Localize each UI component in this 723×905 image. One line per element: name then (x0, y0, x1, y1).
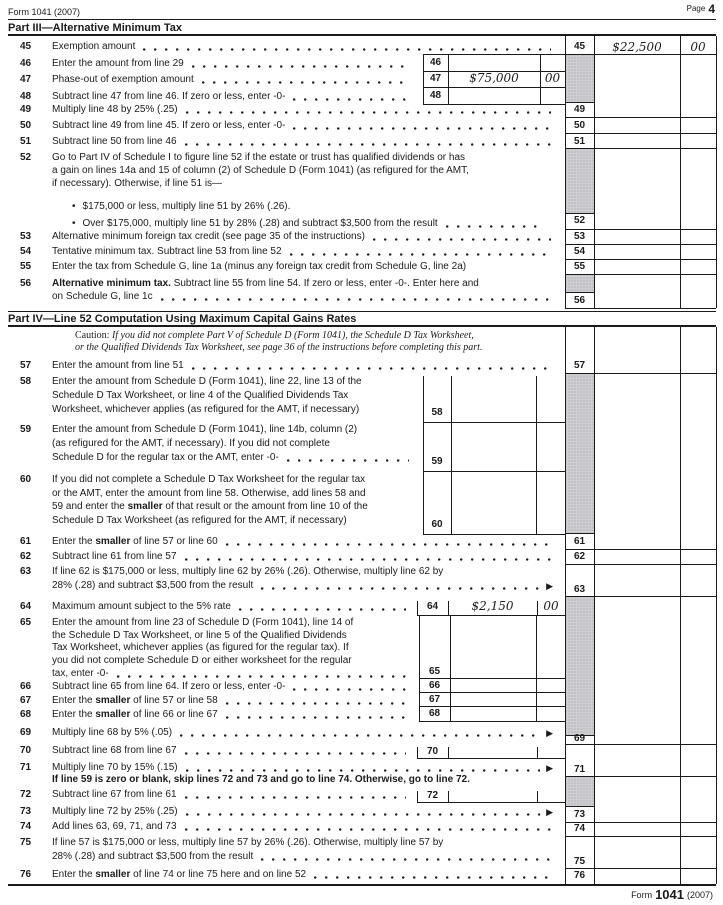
grid-line (716, 36, 717, 308)
part3-title: Part III—Alternative Minimum Tax (8, 22, 183, 34)
line-number: 63 (20, 566, 32, 577)
rule (8, 884, 716, 886)
form-line-52-text: if necessary). Otherwise, if line 51 is— (52, 178, 223, 189)
amount-field[interactable]: $75,000 (469, 71, 519, 85)
box-line-number: 47 (429, 73, 442, 84)
form-line-69: Multiply line 68 by 5% (.05) ▶ (52, 727, 553, 738)
shaded-cell (565, 148, 594, 213)
line-number: 55 (20, 261, 32, 272)
form-line-45: Exemption amount (52, 41, 557, 53)
grid-line (419, 692, 565, 693)
line-number: 61 (20, 536, 32, 547)
dotted-leader (185, 796, 406, 799)
column-line-number: 62 (573, 551, 586, 562)
grid-line (565, 564, 716, 565)
grid-line (565, 549, 716, 550)
grid-line (419, 721, 565, 722)
column-line-number: 76 (573, 870, 586, 881)
caution-note (75, 330, 474, 342)
bullet-icon: • (72, 218, 76, 229)
form-footer (631, 889, 713, 901)
shaded-cell (565, 776, 594, 806)
grid-line (565, 533, 594, 534)
line-number: 62 (20, 551, 32, 562)
dotted-leader (185, 558, 551, 561)
line-number: 65 (20, 617, 32, 628)
form-line-75-text: 28% (.28) and subtract $3,500 from the result (52, 851, 557, 863)
grid-line (565, 117, 716, 118)
dotted-leader (290, 253, 551, 256)
box-line-number: 46 (429, 57, 442, 68)
caution-text: If you did not complete Part V of Schedule D (Form 1041), the Schedule D Tax Worksheet, (111, 330, 474, 341)
cents-field[interactable]: 00 (690, 40, 706, 54)
rule (8, 19, 716, 20)
dotted-leader (185, 752, 406, 755)
dotted-leader (192, 65, 408, 68)
grid-line (417, 802, 565, 803)
box-line-number: 48 (429, 90, 442, 101)
form-line-60-text: If you did not complete a Schedule D Tax Worksheet for the regular tax (52, 474, 366, 485)
form-line-76: Enter the smaller of line 74 or line 75 here and on line 52 (52, 869, 557, 881)
box-line-number: 60 (431, 519, 443, 530)
form-line-56-text: Alternative minimum tax. Subtract line 55 from line 54. If zero or less, enter -0-. Enter here and (52, 278, 479, 289)
shaded-cell (565, 596, 594, 735)
grid-line (565, 229, 716, 230)
dotted-leader (314, 876, 551, 879)
line-number: 69 (20, 727, 32, 738)
line-number: 60 (20, 474, 32, 485)
column-line-number: 63 (573, 584, 586, 595)
dotted-leader (293, 688, 409, 691)
form-line-63-text: If line 62 is $175,000 or less, multiply line 62 by 26% (.26). Otherwise, multiply line 62 by (52, 566, 444, 577)
page-number: 4 (708, 2, 715, 16)
line-number: 53 (20, 231, 32, 242)
box-line-number: 72 (426, 790, 439, 801)
column-line-number: 50 (573, 120, 586, 131)
dotted-leader (202, 81, 408, 84)
line-number: 76 (20, 869, 32, 880)
line-number: 71 (20, 762, 32, 773)
form-line-49: Multiply line 48 by 25% (.25) (52, 104, 557, 116)
dotted-leader (143, 48, 551, 51)
line-number: 46 (20, 58, 32, 69)
form-line-60-text: or the AMT, enter the amount from line 58. Otherwise, add lines 58 and (52, 488, 366, 499)
form-line-53: Alternative minimum foreign tax credit (see page 35 of the instructions) (52, 231, 557, 243)
arrow-right-icon: ▶ (546, 580, 553, 591)
line-number: 68 (20, 709, 32, 720)
column-line-number: 45 (573, 41, 586, 52)
line-number: 66 (20, 681, 32, 692)
grid-line (565, 274, 716, 275)
grid-line (565, 806, 594, 807)
line-number: 54 (20, 246, 32, 257)
line-number: 58 (20, 376, 32, 387)
grid-line (451, 376, 452, 534)
column-line-number: 73 (573, 809, 586, 820)
form-line-60-text: Schedule D Tax Worksheet (as refigured for the AMT, if necessary) (52, 515, 347, 526)
form-line-74: Add lines 63, 69, 71, and 73 (52, 821, 557, 833)
dotted-leader (239, 608, 406, 611)
dotted-leader (185, 143, 551, 146)
footer-form-year: (2007) (686, 890, 713, 900)
grid-line (417, 758, 565, 759)
dotted-leader (293, 127, 551, 130)
form-line-51: Subtract line 50 from line 46 (52, 136, 557, 148)
line-number: 73 (20, 806, 32, 817)
form-line-65-text: you did not complete Schedule D or either worksheet for the regular (52, 655, 352, 666)
dotted-leader (373, 238, 551, 241)
box-line-number: 58 (431, 407, 443, 418)
grid-line (423, 87, 565, 88)
form-line-47: Phase-out of exemption amount (52, 74, 414, 86)
column-line-number: 69 (573, 733, 586, 744)
form-line-60-text: 59 and enter the smaller of that result or the amount from line 10 of the (52, 501, 368, 512)
grid-line (716, 327, 717, 884)
caution-label: Caution: (75, 330, 110, 341)
form-line-68: Enter the smaller of line 66 or line 67 (52, 709, 415, 721)
form-line-65-text: the Schedule D Tax Worksheet, or line 5 of the Qualified Dividends (52, 630, 347, 641)
grid-line (565, 776, 716, 777)
form-line-52-bullet-1: • $175,000 or less, multiply line 51 by 26% (.26). (72, 201, 291, 212)
shaded-cell (565, 373, 594, 533)
footer-form-word: Form (631, 890, 653, 900)
column-line-number: 55 (573, 261, 586, 272)
rule (8, 34, 716, 36)
form-line-50: Subtract line 49 from line 45. If zero or less, enter -0- (52, 120, 557, 132)
box-line-number: 67 (428, 694, 441, 705)
box-line-number: 59 (431, 456, 443, 467)
grid-line (419, 706, 565, 707)
grid-line (565, 596, 716, 597)
form-line-63-text: 28% (.28) and subtract $3,500 from the result ▶ (52, 580, 553, 591)
dotted-leader (226, 543, 551, 546)
form-line-73: Multiply line 72 by 25% (.25) ▶ (52, 806, 553, 817)
column-line-number: 75 (573, 856, 586, 867)
skip-instruction: If line 59 is zero or blank, skip lines 72 and 73 and go to line 74. Otherwise, go to line 72. (52, 774, 470, 785)
line-number: 64 (20, 601, 32, 612)
line-number: 57 (20, 360, 32, 371)
form-line-52-text: Go to Part IV of Schedule I to figure line 52 if the estate or trust has qualified dividends or has (52, 152, 466, 163)
grid-line (565, 148, 716, 149)
form-line-58-text: Enter the amount from Schedule D (Form 1041), line 22, line 13 of the (52, 376, 362, 387)
form-line-52-bullet-2: • Over $175,000, multiply line 51 by 28% (.28) and subtract $3,500 from the result (72, 218, 545, 230)
column-line-number: 54 (573, 246, 586, 257)
line-number: 72 (20, 789, 32, 800)
grid-line (565, 292, 594, 293)
dotted-leader (185, 828, 551, 831)
dotted-leader (446, 225, 539, 228)
page-number-header (687, 3, 715, 15)
form-line-65-text: Tax Worksheet, whichever applies (as figured for the regular tax). If (52, 642, 349, 653)
form-id-header: Form 1041 (2007) (8, 7, 81, 17)
grid-line (565, 373, 716, 374)
grid-line (423, 54, 716, 55)
dotted-leader (226, 716, 409, 719)
form-line-58-text: Worksheet, whichever applies (as refigured for the AMT, if necessary) (52, 404, 360, 415)
form-line-70: Subtract line 68 from line 67 (52, 745, 412, 757)
grid-line (423, 422, 565, 423)
grid-line (537, 747, 538, 758)
form-line-54: Tentative minimum tax. Subtract line 53 from line 52 (52, 246, 557, 258)
dotted-leader (186, 111, 551, 114)
line-number: 45 (20, 41, 32, 52)
arrow-right-icon: ▶ (546, 727, 553, 738)
grid-line (536, 376, 537, 534)
column-line-number: 49 (573, 104, 586, 115)
grid-line (423, 534, 565, 535)
arrow-right-icon: ▶ (546, 806, 553, 817)
form-line-48: Subtract line 47 from line 46. If zero or less, enter -0- (52, 91, 414, 103)
grid-line (448, 791, 449, 802)
column-line-number: 61 (573, 536, 586, 547)
amount-field[interactable]: $2,150 (471, 599, 514, 613)
line-number: 59 (20, 424, 32, 435)
column-line-number: 71 (573, 764, 586, 775)
form-line-55: Enter the tax from Schedule G, line 1a (minus any foreign tax credit from Schedule G, line 2a) (52, 261, 467, 272)
box-line-number: 64 (426, 601, 439, 612)
dotted-leader (261, 858, 551, 861)
line-number: 52 (20, 152, 32, 163)
form-line-71: Multiply line 70 by 15% (.15) ▶ (52, 762, 553, 773)
line-number: 47 (20, 74, 32, 85)
grid-line (594, 36, 595, 308)
line-number: 50 (20, 120, 32, 131)
cents-field[interactable]: 00 (544, 71, 561, 85)
form-line-75-text: If line 57 is $175,000 or less, multiply line 57 by 26% (.26). Otherwise, multiply line 57 by (52, 837, 444, 848)
column-line-number: 74 (573, 823, 586, 834)
rule (8, 311, 716, 312)
dotted-leader (186, 769, 540, 772)
form-line-58-text: Schedule D Tax Worksheet, or line 4 of the Qualified Dividends Tax (52, 390, 349, 401)
amount-field[interactable]: $22,500 (612, 40, 662, 54)
grid-line (565, 327, 566, 884)
form-line-59-text: Enter the amount from Schedule D (Form 1041), line 14b, column (2) (52, 424, 358, 435)
caution-note (75, 342, 482, 354)
arrow-right-icon: ▶ (546, 762, 553, 773)
line-number: 67 (20, 695, 32, 706)
dotted-leader (226, 702, 409, 705)
bullet-icon: • (72, 201, 76, 212)
line-number: 48 (20, 91, 32, 102)
column-line-number: 56 (573, 295, 586, 306)
form-line-59-text: Schedule D for the regular tax or the AMT, enter -0- (52, 452, 415, 464)
dotted-leader (161, 298, 551, 301)
form-line-59-text: (as refigured for the AMT, if necessary). If you did not complete (52, 438, 330, 449)
dotted-leader (180, 734, 540, 737)
dotted-leader (261, 587, 540, 590)
grid-line (680, 327, 681, 884)
rule (8, 325, 716, 327)
dotted-leader (192, 367, 551, 370)
grid-line (565, 259, 716, 260)
column-line-number: 53 (573, 231, 586, 242)
grid-line (565, 102, 594, 103)
caution-text: or the Qualified Dividends Tax Worksheet, see page 36 of the instructions before completing this part. (75, 341, 483, 353)
line-number: 75 (20, 837, 32, 848)
box-line-number: 66 (428, 680, 441, 691)
column-line-number: 51 (573, 136, 586, 147)
form-line-67: Enter the smaller of line 57 or line 58 (52, 695, 415, 707)
grid-line (419, 678, 565, 679)
shaded-cell (565, 54, 594, 102)
form-line-57: Enter the amount from line 51 (52, 360, 557, 372)
grid-line (423, 376, 424, 534)
grid-line (594, 327, 595, 884)
grid-line (565, 133, 716, 134)
box-line-number: 65 (428, 666, 441, 677)
line-number: 70 (20, 745, 32, 756)
line-number: 56 (20, 278, 32, 289)
grid-line (565, 836, 716, 837)
part4-title: Part IV—Line 52 Computation Using Maximum Capital Gains Rates (8, 313, 357, 325)
cents-field[interactable]: 00 (543, 599, 559, 613)
dotted-leader (186, 813, 540, 816)
column-line-number: 52 (573, 215, 586, 226)
grid-line (565, 244, 716, 245)
shaded-cell (565, 274, 594, 292)
box-line-number: 70 (426, 746, 439, 757)
grid-line (680, 36, 681, 308)
grid-line (423, 471, 565, 472)
dotted-leader (293, 98, 408, 101)
footer-form-number: 1041 (655, 887, 684, 902)
form-line-72: Subtract line 67 from line 61 (52, 789, 412, 801)
form-line-52-text: a gain on lines 14a and 15 of column (2) of Schedule D (Form 1041) (as refigured for the AMT, (52, 165, 469, 176)
dotted-leader (117, 675, 409, 678)
grid-line (448, 747, 449, 758)
form-line-56-text: on Schedule G, line 1c (52, 291, 557, 303)
form-line-66: Subtract line 65 from line 64. If zero or less, enter -0- (52, 681, 415, 693)
grid-line (417, 615, 565, 616)
page-word: Page (686, 4, 706, 13)
line-number: 51 (20, 136, 32, 147)
box-line-number: 68 (428, 708, 441, 719)
grid-line (537, 791, 538, 802)
form-line-46: Enter the amount from line 29 (52, 58, 414, 70)
grid-line (565, 868, 716, 869)
dotted-leader (287, 459, 409, 462)
grid-line (565, 213, 594, 214)
grid-line (565, 308, 716, 309)
form-line-64: Maximum amount subject to the 5% rate (52, 601, 412, 613)
form-line-62: Subtract line 61 from line 57 (52, 551, 557, 563)
line-number: 49 (20, 104, 32, 115)
column-line-number: 57 (573, 360, 586, 371)
form-line-61: Enter the smaller of line 57 or line 60 (52, 536, 557, 548)
line-number: 74 (20, 821, 32, 832)
form-line-65-text: Enter the amount from line 23 of Schedule D (Form 1041), line 14 of (52, 617, 354, 628)
form-line-65-text: tax, enter -0- (52, 668, 415, 680)
